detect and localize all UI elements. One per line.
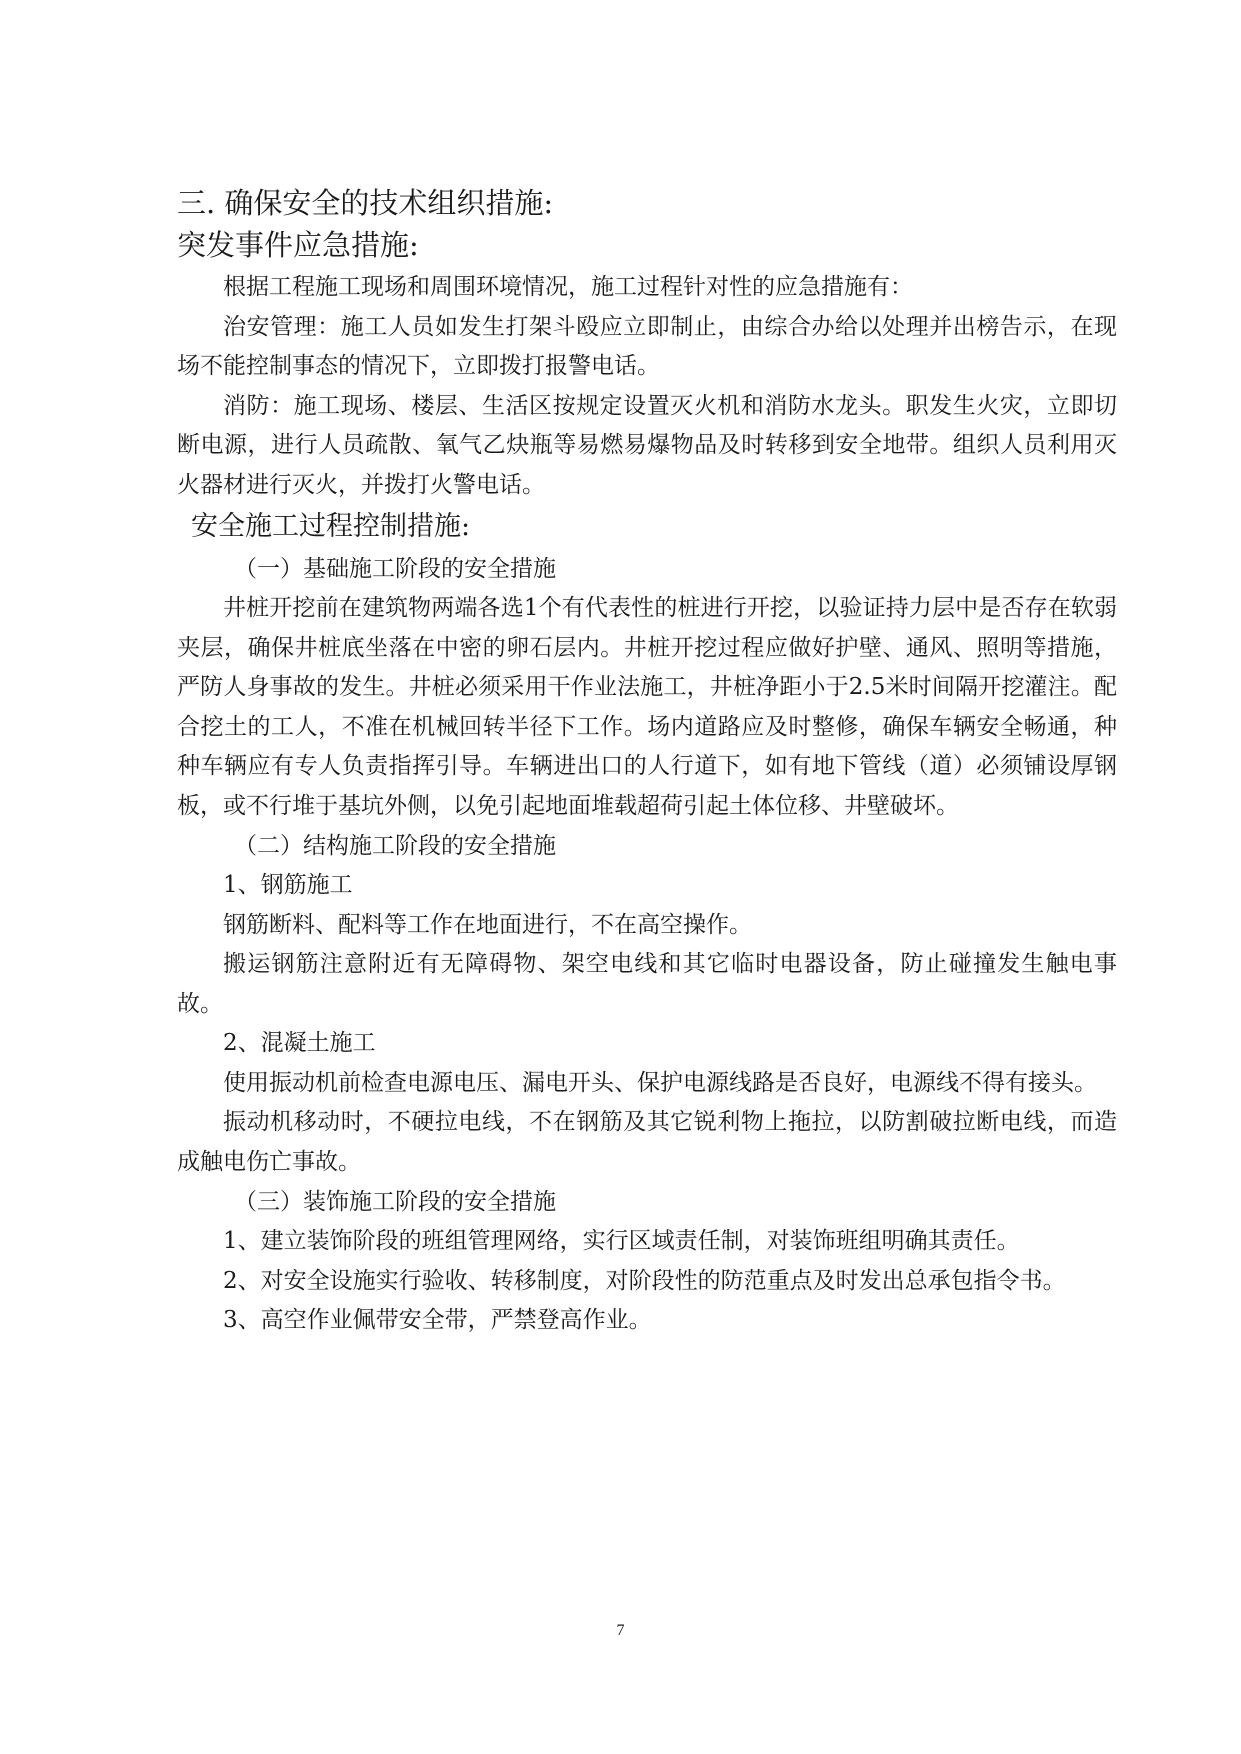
document-body xyxy=(177,182,1117,1341)
foundation-text: 井桩开挖前在建筑物两端各选1个有代表性的桩进行开挖，以验证持力层中是否存在软弱夹层，确保井桩底坐落在中密的卵石层内。井桩开挖过程应做好护壁、通风、照明等措施，严防人身事故的发生。井桩必须采用干作业法施工，井桩净距小于2.5米时间隔开挖灌注。配合挖土的工人，不准在机械回转半径下工作。场内道路应及时整修，确保车辆安全畅通，种种车辆应有专人负责指挥引导。车辆进出口的人行道下，如有地下管线（道）必须铺设厚钢板，或不行堆于基坑外侧，以免引起地面堆载超荷引起土体位移、井壁破坏。 xyxy=(177,595,1117,819)
emergency-heading: 突发事件应急措施: xyxy=(177,228,419,262)
decoration-item: 2、对安全设施实行验收、转移制度，对阶段性的防范重点及时发出总承包指令书。 xyxy=(223,1267,1066,1294)
emergency-security: 治安管理：施工人员如发生打架斗殴应立即制止，由综合办给以处理并出榜告示，在现场不能控制事态的情况下，立即拨打报警电话。 xyxy=(177,313,1117,379)
rebar-item: 钢筋断料、配料等工作在地面进行，不在高空操作。 xyxy=(223,911,752,938)
concrete-item: 使用振动机前检查电源电压、漏电开头、保护电源线路是否良好，电源线不得有接头。 xyxy=(223,1069,1097,1096)
emergency-fire: 消防：施工现场、楼层、生活区按规定设置灭火机和消防水龙头。职发生火灾，立即切断电源，进行人员疏散、氧气乙炔瓶等易燃易爆物品及时转移到安全地带。组织人员利用灭火器材进行灭火，并拨打火警电话。 xyxy=(177,392,1117,498)
decoration-item: 3、高空作业佩带安全带，严禁登高作业。 xyxy=(223,1307,652,1333)
structure-title: （二）结构施工阶段的安全措施 xyxy=(234,833,556,859)
process-control-heading: 安全施工过程控制措施: xyxy=(191,511,471,542)
emergency-intro: 根据工程施工现场和周围环境情况，施工过程针对性的应急措施有： xyxy=(223,274,913,300)
decoration-title: （三）装饰施工阶段的安全措施 xyxy=(234,1189,556,1215)
decoration-item: 1、建立装饰阶段的班组管理网络，实行区域责任制，对装饰班组明确其责任。 xyxy=(223,1228,1020,1254)
page-number: 7 xyxy=(616,1622,625,1639)
section-title: 三. 确保安全的技术组织措施: xyxy=(177,186,554,220)
concrete-item: 振动机移动时，不硬拉电线，不在钢筋及其它锐利物上拖拉，以防割破拉断电线，而造成触电伤亡事故。 xyxy=(177,1109,1117,1175)
foundation-title: （一）基础施工阶段的安全措施 xyxy=(234,556,556,582)
rebar-item: 搬运钢筋注意附近有无障碍物、架空电线和其它临时电器设备，防止碰撞发生触电事故。 xyxy=(177,951,1117,1017)
concrete-title: 2、混凝土施工 xyxy=(223,1030,376,1056)
rebar-title: 1、钢筋施工 xyxy=(223,872,353,898)
